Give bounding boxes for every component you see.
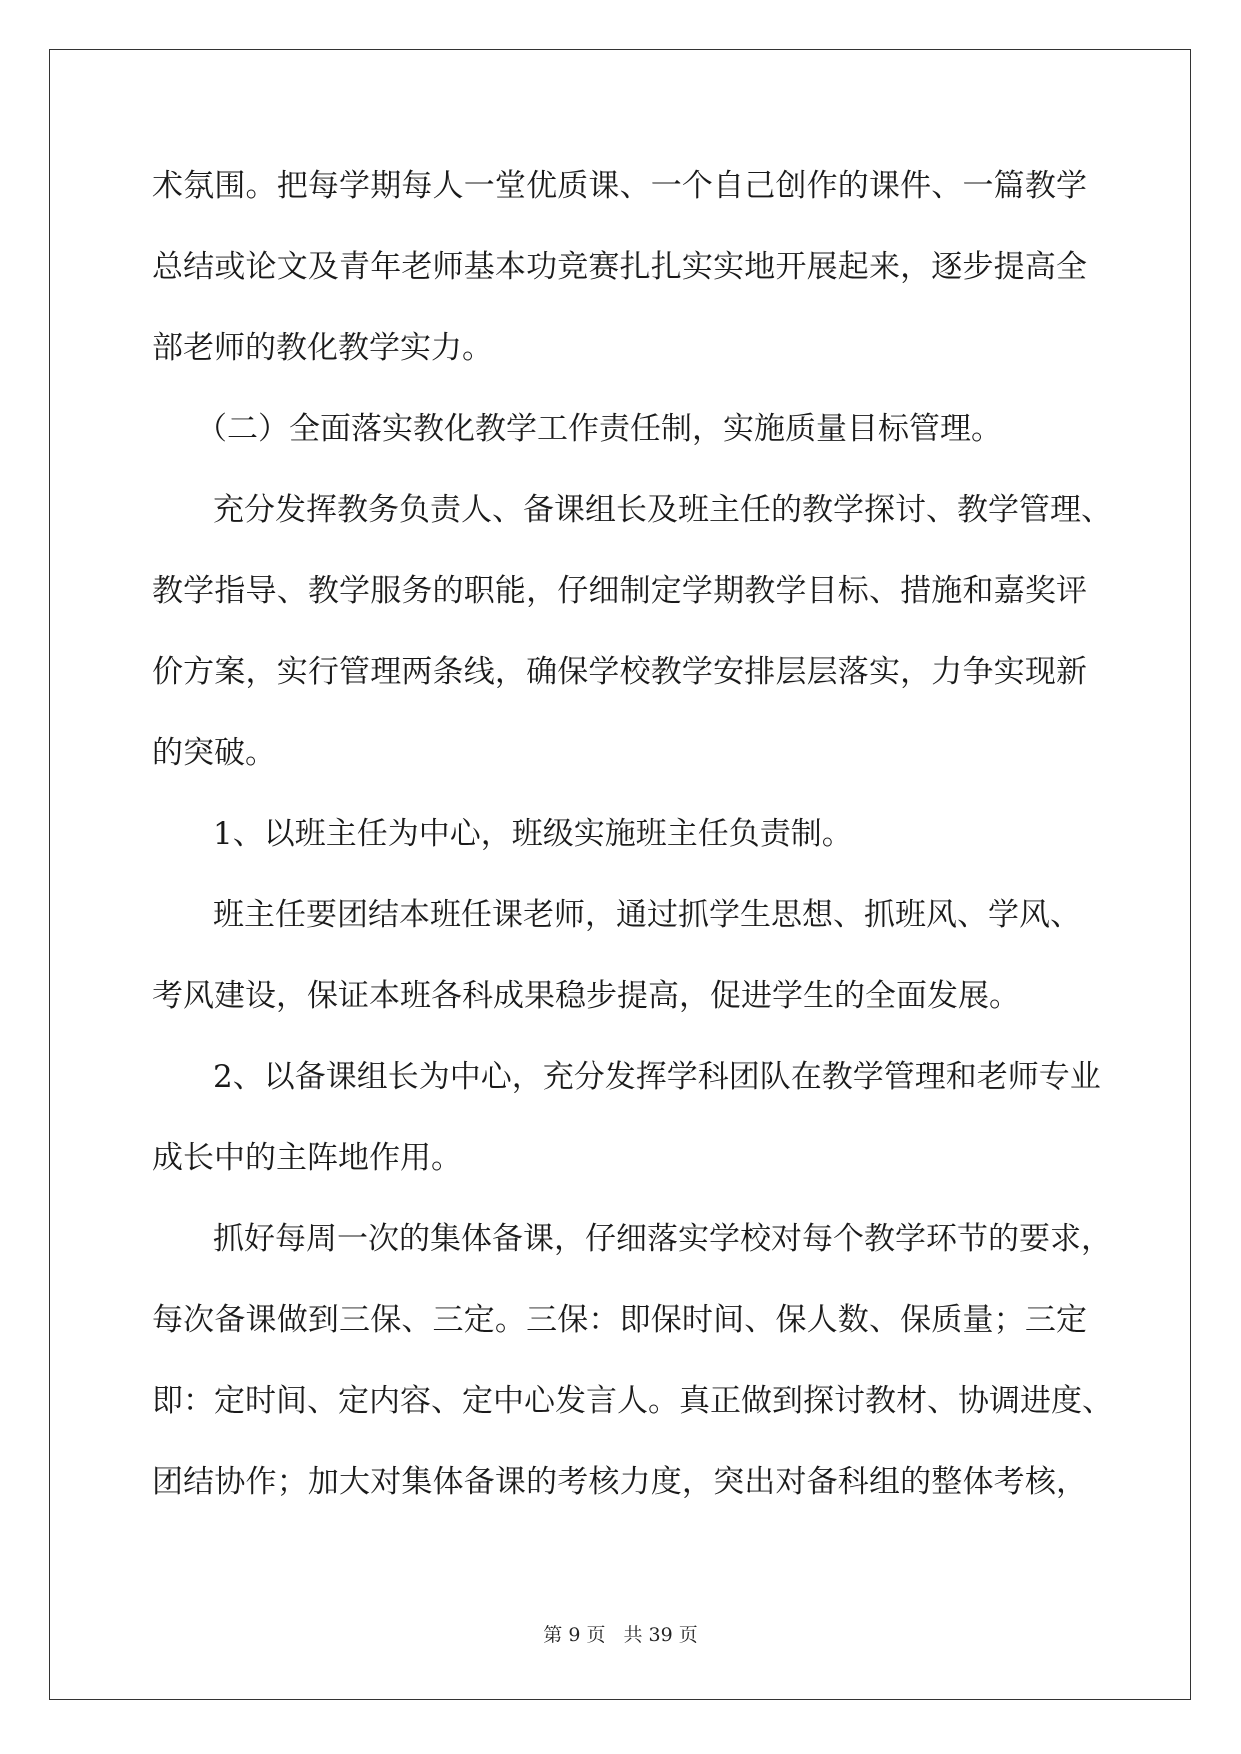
page-number: 第 9 页 <box>543 1624 606 1646</box>
body-line-16: 即：定时间、定内容、定中心发言人。真正做到探讨教材、协调进度、 <box>152 1383 1113 1419</box>
body-line-6: 教学指导、教学服务的职能，仔细制定学期教学目标、措施和嘉奖评 <box>152 573 1087 609</box>
body-line-8: 的突破。 <box>152 735 276 771</box>
body-line-11: 考风建设，保证本班各科成果稳步提高，促进学生的全面发展。 <box>152 978 1020 1014</box>
body-line-17: 团结协作；加大对集体备课的考核力度，突出对备科组的整体考核， <box>152 1464 1087 1500</box>
body-line-14: 抓好每周一次的集体备课，仔细落实学校对每个教学环节的要求， <box>213 1221 1112 1257</box>
section-heading: （二）全面落实教化教学工作责任制，实施质量目标管理。 <box>196 411 1002 447</box>
numbered-item-1: 1、以班主任为中心，班级实施班主任负责制。 <box>213 816 853 852</box>
body-line-10: 班主任要团结本班任课老师，通过抓学生思想、抓班风、学风、 <box>213 897 1081 933</box>
numbered-item-2: 2、以备课组长为中心，充分发挥学科团队在教学管理和老师专业 <box>213 1059 1101 1095</box>
page-footer <box>0 1623 1241 1647</box>
body-line-15: 每次备课做到三保、三定。三保：即保时间、保人数、保质量；三定 <box>152 1302 1087 1338</box>
body-line-7: 价方案，实行管理两条线，确保学校教学安排层层落实，力争实现新 <box>152 654 1087 690</box>
body-line-2: 总结或论文及青年老师基本功竞赛扎扎实实地开展起来，逐步提高全 <box>152 249 1087 285</box>
page-total: 共 39 页 <box>623 1624 698 1646</box>
page-border <box>49 49 1191 1700</box>
body-line-13: 成长中的主阵地作用。 <box>152 1140 462 1176</box>
body-line-1: 术氛围。把每学期每人一堂优质课、一个自己创作的课件、一篇教学 <box>152 168 1087 204</box>
body-line-5: 充分发挥教务负责人、备课组长及班主任的教学探讨、教学管理、 <box>213 492 1112 528</box>
body-line-3: 部老师的教化教学实力。 <box>152 330 493 366</box>
